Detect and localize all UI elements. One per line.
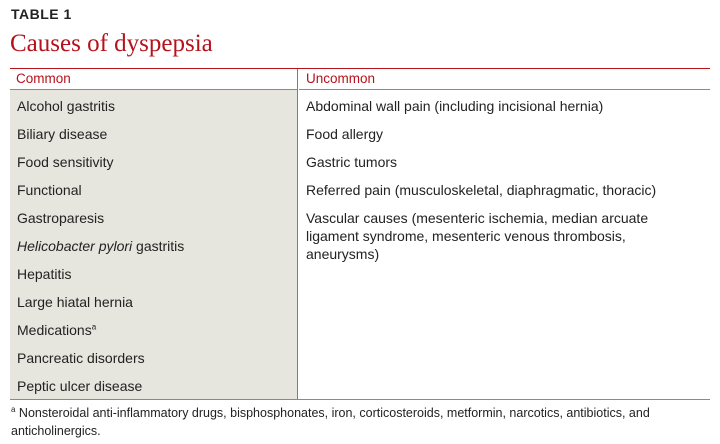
common-item: Peptic ulcer disease — [17, 378, 143, 394]
footnote-rule — [10, 399, 710, 400]
footnote-text: Nonsteroidal anti-inflammatory drugs, bisphosphonates, iron, corticosteroids, metformin, narcotics, antibiotics, and anticholinergics. — [11, 406, 650, 438]
footnote — [11, 404, 711, 440]
uncommon-header: Uncommon — [299, 69, 710, 90]
common-item — [10, 232, 297, 260]
common-item: Functional — [17, 182, 82, 198]
uncommon-column — [299, 69, 710, 399]
common-item: Gastroparesis — [17, 210, 105, 226]
common-list — [10, 90, 297, 400]
common-item: Food sensitivity — [17, 154, 114, 170]
medications-text: Medications — [17, 322, 92, 338]
term-rest: gastritis — [132, 238, 185, 254]
footnote-marker: a — [11, 404, 16, 414]
table-title: Causes of dyspepsia — [10, 30, 213, 57]
table-label: TABLE 1 — [11, 6, 72, 22]
italic-term: Helicobacter pylori — [17, 238, 133, 254]
common-item: Hepatitis — [17, 266, 72, 282]
common-item: Alcohol gastritis — [17, 98, 116, 114]
common-item: Large hiatal hernia — [17, 294, 133, 310]
uncommon-item: Food allergy — [306, 126, 384, 142]
common-header: Common — [10, 69, 297, 90]
uncommon-list — [299, 90, 710, 263]
common-column — [10, 69, 298, 399]
uncommon-item: Abdominal wall pain (including incisional hernia) — [306, 98, 604, 114]
common-item — [10, 316, 297, 344]
uncommon-item: Referred pain (musculoskeletal, diaphragmatic, thoracic) — [306, 182, 657, 198]
uncommon-item: Vascular causes (mesenteric ischemia, median arcuate ligament syndrome, mesenteric venous thrombosis, aneurysms) — [306, 210, 649, 262]
uncommon-item: Gastric tumors — [306, 154, 398, 170]
common-item: Biliary disease — [17, 126, 108, 142]
footnote-marker: a — [91, 322, 97, 332]
causes-table — [10, 69, 710, 399]
common-item: Pancreatic disorders — [17, 350, 145, 366]
